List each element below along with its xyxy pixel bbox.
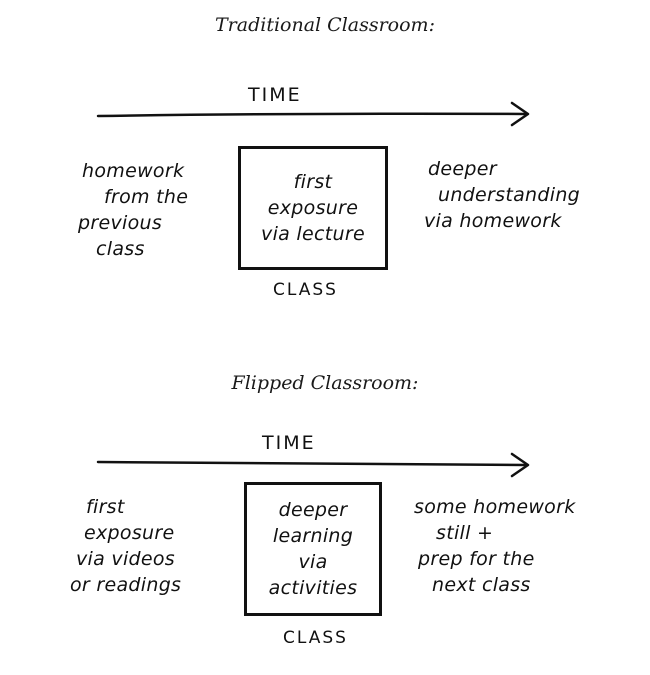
flipped-class-box — [244, 482, 382, 616]
note-line: via homework — [424, 210, 562, 232]
note-line: still + — [436, 522, 494, 544]
note-line: or readings — [70, 574, 182, 596]
flipped-time-label: TIME — [262, 432, 316, 454]
box-line: via — [298, 551, 328, 573]
note-line: some homework — [414, 496, 576, 518]
note-line: first — [86, 496, 125, 518]
box-line: first — [293, 171, 333, 193]
note-line: understanding — [438, 184, 581, 206]
note-line: next class — [432, 574, 531, 596]
traditional-title: Traditional Classroom: — [215, 14, 435, 36]
note-line: class — [96, 238, 145, 260]
note-line: deeper — [428, 158, 497, 180]
box-line: exposure — [267, 197, 359, 219]
note-line: previous — [78, 212, 163, 234]
box-line: deeper — [278, 499, 348, 521]
box-line: learning — [272, 525, 354, 547]
traditional-time-label: TIME — [248, 84, 302, 106]
note-line: exposure — [84, 522, 175, 544]
traditional-class-label: CLASS — [273, 280, 338, 300]
flipped-after-class-note — [414, 494, 576, 598]
note-line: homework — [82, 160, 185, 182]
note-line: prep for the — [418, 548, 535, 570]
flipped-title: Flipped Classroom: — [231, 372, 419, 394]
flipped-class-label: CLASS — [283, 628, 348, 648]
note-line: from the — [104, 186, 189, 208]
flipped-before-class-note — [70, 494, 181, 598]
note-line: via videos — [76, 548, 176, 570]
box-line: activities — [268, 577, 358, 599]
box-line: via lecture — [261, 223, 365, 245]
